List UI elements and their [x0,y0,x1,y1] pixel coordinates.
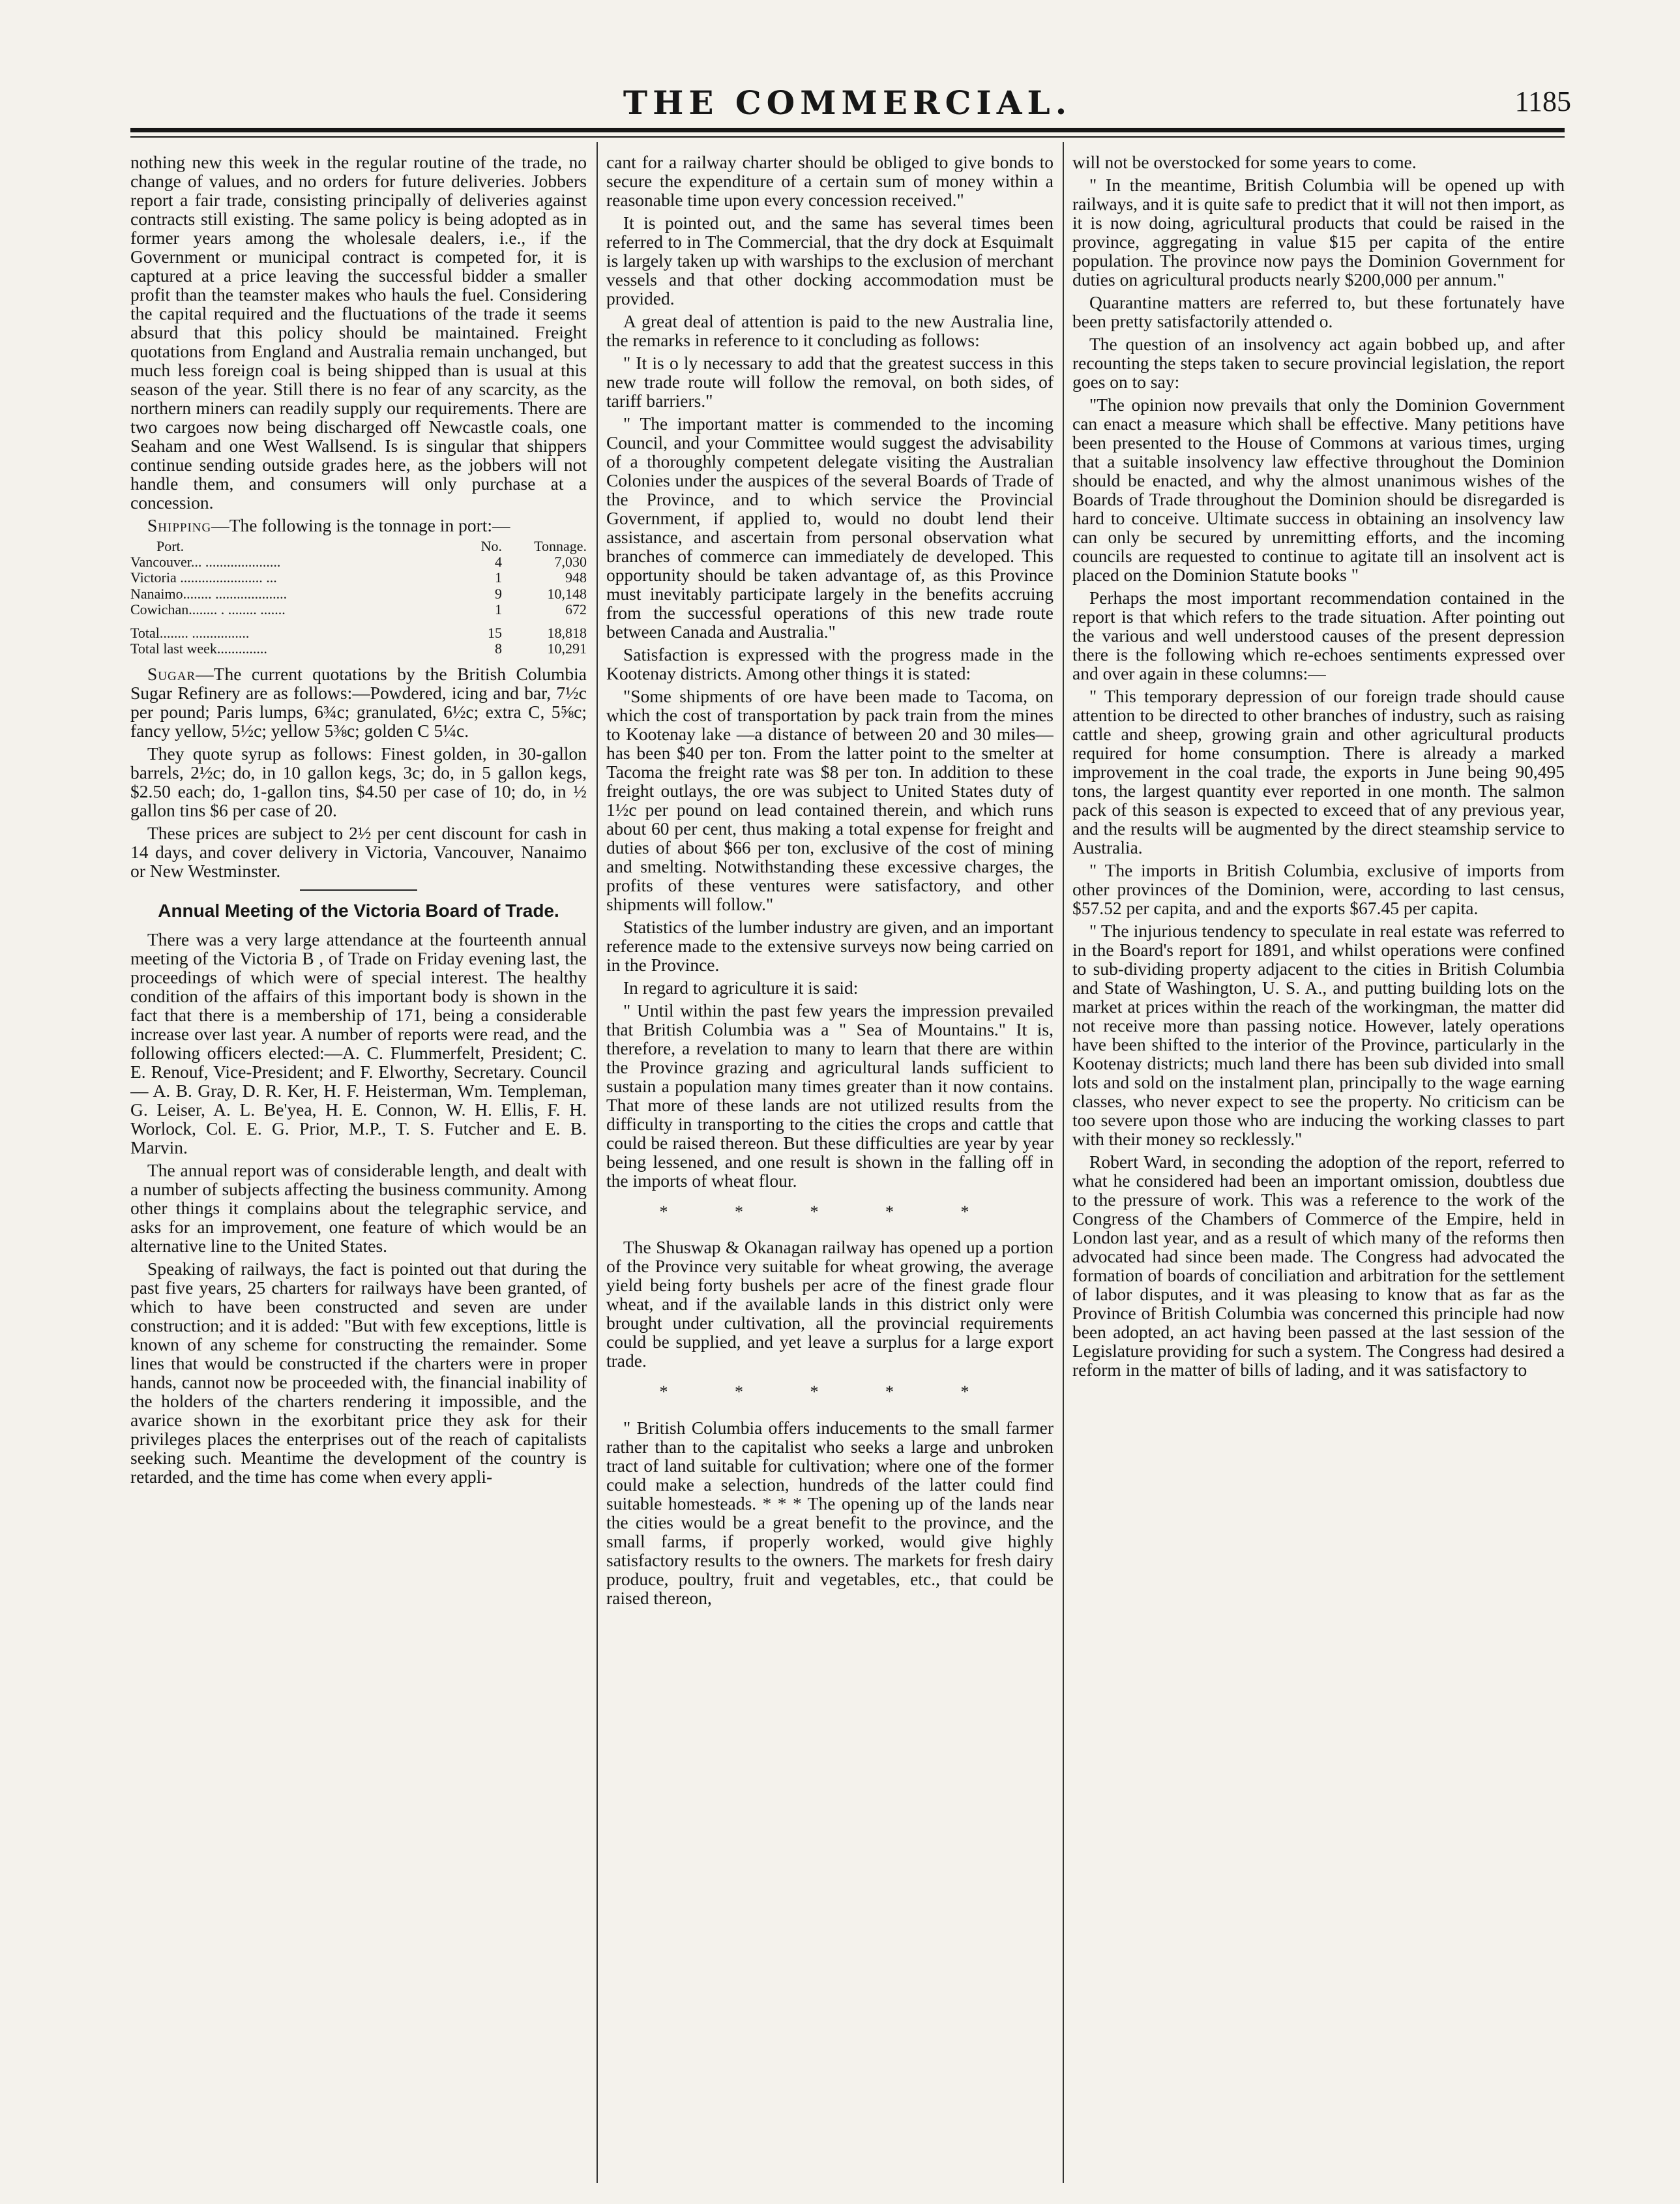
paragraph: " The imports in British Columbia, exclusive of imports from other provinces of the Dominion, were, according to last census, $57.52 per capita, and and the exports $67.45 per capita. [1072,860,1565,918]
paragraph: " The injurious tendency to speculate in real estate was referred to in the Board's report for 1891, and whilst operations were confined to sub-dividing property adjacent to the cities in British Columbia and State of Washington, U. S. A., and putting building lots on the market at prices within the reach of the workingman, the matter did not receive more than passing notice. However, lately operations have been shifted to the interior of the Province, particularly in the Kootenay districts; much land there has been sub divided into small lots and sold on the instalment plan, principally to the wage earning classes, who never expect to see the property. No criticism can be too severe upon those who are inducing the working classes to part with their money so recklessly." [1072,921,1565,1149]
paragraph-text: —The current quotations by the British Columbia Sugar Refinery are as follows:—Powdered, icing and bar, 7½c per pound; Paris lumps, 6¾c; granulated, 6½c; extra C, 5⅝c; fancy yellow, 5½c; yellow 5⅜c; golden C 5¼c. [130,664,587,741]
paragraph: cant for a railway charter should be obliged to give bonds to secure the expenditure of a certain sum of money within a reasonable time upon every concession received." [606,153,1054,210]
table-cell: 10,291 [547,640,587,657]
paragraph: " The important matter is commended to the incoming Council, and your Committee would suggest the advisability of a thoroughly competent delegate visiting the Australian Colonies under the auspices of the several Boards of Trade of the Province, and to which service the Provincial Government, if applied to, would no doubt lend their assistance, and ascertain from personal observation what branches of commerce can immediately de developed. This opportunity should be taken advantage of, as this Province must inevitably participate largely in the benefits accruing from the successful operations of this new trade route between Canada and Australia." [606,413,1054,642]
table-header: Port. [156,538,184,554]
paragraph [130,664,587,740]
column-3 [1072,153,1565,2187]
table-cell: 10,148 [547,585,587,602]
table-cell: 18,818 [547,624,587,641]
paragraph: These prices are subject to 2½ per cent discount for cash in 14 days, and cover delivery in Victoria, Vancouver, Nanaimo or New Westminster. [130,823,587,882]
paragraph [130,516,587,535]
paragraph: Quarantine matters are referred to, but these fortunately have been pretty satisfactorily attended o. [1072,292,1565,331]
table-cell: Victoria ....................... ... [130,569,277,586]
paragraph: " It is o ly necessary to add that the greatest success in this new trade route will follow the removal, on both sides, of tariff barriers." [606,353,1054,411]
shipping-table [130,539,587,657]
run-in-heading: Shipping [147,515,212,535]
section-separator: * * * * * [659,1202,1001,1221]
table-cell: 9 [495,585,502,602]
column-divider [1063,142,1064,2183]
table-header: No. [480,538,502,554]
header-rule-thin [130,136,1565,138]
table-cell: 7,030 [554,554,587,571]
column-2 [606,153,1054,2187]
paragraph: The Shuswap & Okanagan railway has opened up a portion of the Province very suitable for wheat growing, the average yield being forty bushels per acre of the finest grade flour wheat, and if the available lands in this district only were brought under cultivation, all the provincial requirements could be supplied, and yet leave a surplus for a large export trade. [606,1237,1054,1371]
paragraph: The question of an insolvency act again bobbed up, and after recounting the steps taken to secure provincial legislation, the report goes on to say: [1072,334,1565,392]
table-cell: 4 [495,554,502,571]
paragraph: It is pointed out, and the same has several times been referred to in The Commercial, that the dry dock at Esquimalt is largely taken up with warships to the exclusion of merchant vessels and that other docking accommodation must be provided. [606,213,1054,308]
paragraph: will not be overstocked for some years to come. [1072,153,1417,172]
table-row [130,586,587,602]
table-cell: Vancouver... ..................... [130,554,281,571]
table-row [130,602,587,618]
paragraph: Speaking of railways, the fact is pointed out that during the past five years, 25 charters for railways have been granted, of which to have been constructed and seven are under construction; and it is added: "But with few exceptions, little is known of any scheme for constructing the remainder. Some lines that would be constructed if the charters were in proper hands, cannot now be proceeded with, the financial inability of the holders of the charters rendering it impossible, and the avarice shown in the exorbitant price they ask for their privileges places the enterprises out of the reach of capitalists seeking such. Meantime the development of the country is retarded, and the time has come when every appli- [130,1258,587,1487]
paragraph: Satisfaction is expressed with the progress made in the Kootenay districts. Among other things it is stated: [606,644,1054,683]
paragraph: Robert Ward, in seconding the adoption of the report, referred to what he considered had been an important omission, doubtless due to the pressure of work. This was a reference to the work of the Congress of the Chambers of Commerce of the Empire, held in London last year, and as a result of which many of the reforms then advocated had since been made. The Congress had advocated the formation of boards of conciliation and arbitration for the settlement of labor disputes, and it was pleasing to know that as far as the Province of British Columbia was concerned this principle had now been adopted, an act having been passed at the last session of the Legislature providing for such a system. The Congress had desired a reform in the matter of bills of lading, and it was satisfactory to [1072,1152,1565,1380]
paragraph: A great deal of attention is paid to the new Australia line, the remarks in reference to it concluding as follows: [606,311,1054,350]
table-row [130,554,587,570]
paragraph: There was a very large attendance at the fourteenth annual meeting of the Victoria B , of Trade on Friday evening last, the proceedings of which were of special interest. The healthy condition of the affairs of this important body is shown in the fact that there is a membership of 171, being a considerable increase over last year. A number of reports were read, and the following officers elected:—A. C. Flummerfelt, President; C. E. Renouf, Vice-President; and F. Elworthy, Secretary. Council — A. B. Gray, D. R. Ker, H. F. Heisterman, Wm. Templeman, G. Leiser, A. L. Be'yea, H. E. Connon, W. H. Ellis, F. H. Worlock, Col. E. G. Prior, M.P., T. S. Futcher and E. B. Marvin. [130,929,587,1157]
paragraph: " In the meantime, British Columbia will be opened up with railways, and it is quite safe to predict that it will not then import, as it is now doing, agricultural products that could be raised in the province, aggregating in value $15 per capita of the entire population. The province now pays the Dominion Government for duties on agricultural products nearly $200,000 per annum." [1072,175,1565,290]
paragraph: "The opinion now prevails that only the Dominion Government can enact a measure which shall be effective. Many petitions have been presented to the House of Commons at various times, urging that a suitable insolvency law effective throughout the Dominion should be enacted, and why the almost unanimous wishes of the Boards of Trade throughout the Dominion should be disregarded is hard to conceive. Ultimate success in obtaining an insolvency law can only be secured by unremitting efforts, and the incoming councils are requested to continue to agitate till an insolvent act is placed on the Dominion Statute books " [1072,395,1565,585]
table-cell: 15 [488,624,502,641]
table-cell: 1 [495,569,502,586]
run-in-heading: Sugar [147,664,196,685]
article-heading: Annual Meeting of the Victoria Board of Trade. [158,901,559,921]
paragraph: "Some shipments of ore have been made to Tacoma, on which the cost of transportation by pack train from the mines to Kootenay lake —a distance of between 20 and 30 miles—has been $40 per ton. From the latter point to the smelter at Tacoma the freight rate was $8 per ton. In addition to these freight outlays, the ore was subject to United States duty of 1½c per pound on lead contained therein, and which runs about 60 per cent, thus making a total expense for freight and duties of about $66 per ton, exclusive of the cost of mining and smelting. Notwithstanding these excessive charges, the profits of these ventures were satisfactory, and other shipments will follow." [606,686,1054,914]
masthead [124,83,1571,127]
paragraph: Perhaps the most important recommendation contained in the report is that which refers to the trade situation. After pointing out the various and well understood causes of the present depression there is the following which re-echoes sentiments expressed over and over again in these columns:— [1072,588,1565,683]
paragraph: nothing new this week in the regular routine of the trade, no change of values, and no orders for future deliveries. Jobbers report a fair trade, consisting principally of deliveries against contracts still existing. The same policy is being adopted as in former years among the wholesale dealers, i.e., if the Government or municipal contract is competed for, it is captured at a price leaving the successful bidder a smaller profit than the teamster makes who hauls the fuel. Considering the capital required and the fluctuations of the trade it seems absurd that this policy should be maintained. Freight quotations from England and Australia remain unchanged, but much less foreign coal is being shipped than is usual at this season of the year. Still there is no fear of any scarcity, as the northern miners can readily supply our requirements. There are two cargoes now being discharged off Newcastle coals, one Seaham and one West Wallsend. Is is singular that shippers continue sending outside grades here, as the jobbers will not handle them, and consumers will only purchase at a concession. [130,153,587,513]
table-header-row [130,539,587,554]
page-number: 1185 [1514,85,1571,117]
paragraph: " Until within the past few years the impression prevailed that British Columbia was a " Sea of Mountains." It is, therefore, a revelation to many to learn that there are within the Province grazing and agricultural lands sufficient to sustain a population many times greater than it now contains. That more of these lands are not utilized results from the difficulty in transporting to the cities the crops and cattle that could be raised thereon. But these difficulties are year by year being lessened, and one result is shown in the falling off in the imports of wheat flour. [606,1000,1054,1191]
paragraph: They quote syrup as follows: Finest golden, in 30-gallon barrels, 2½c; do, in 10 gallon kegs, 3c; do, in 5 gallon kegs, $2.50 each; do, 1-gallon tins, $4.50 per case of 10; do, in ½ gallon tins $6 per case of 20. [130,743,587,821]
column-divider [597,142,598,2183]
section-separator: * * * * * [659,1382,1001,1402]
table-cell: Total last week.............. [130,640,267,657]
table-header: Tonnage. [534,538,587,554]
paragraph: In regard to agriculture it is said: [623,977,859,998]
table-cell: 948 [565,569,587,586]
header-rule-thick [130,128,1565,132]
table-row [130,570,587,586]
section-divider [300,889,417,891]
table-cell: 8 [495,640,502,657]
table-cell: 1 [495,601,502,618]
paragraph: Statistics of the lumber industry are given, and an important reference made to the extensive surveys now being carried on in the Province. [606,917,1054,975]
paragraph: " British Columbia offers inducements to the small farmer rather than to the capitalist who seeks a large and unbroken tract of land suitable for cultivation; where one of the former could make a selection, hundreds of the latter could find suitable homesteads. * * * The opening up of the lands near the cities would be a great benefit to the province, and the small farms, if properly worked, would give highly satisfactory results to the owners. The markets for fresh dairy produce, poultry, fruit and vegetables, etc., that could be raised thereon, [606,1417,1054,1608]
table-cell: 672 [565,601,587,618]
table-total-row [130,641,587,657]
table-total-row [130,618,587,641]
paragraph: The annual report was of considerable length, and dealt with a number of subjects affecting the business community. Among other things it complains about the telegraphic service, and asks for an improvement, one feature of which would be an alternative line to the United States. [130,1159,587,1256]
paragraph-text: —The following is the tonnage in port:— [211,515,510,535]
newspaper-title: THE COMMERCIAL. [623,83,1072,122]
table-cell: Cowichan........ . ........ ....... [130,601,286,618]
paragraph: " This temporary depression of our foreign trade should cause attention to be directed to other branches of industry, such as raising cattle and sheep, growing grain and other agricultural products required for home consumption. There is already a marked improvement in the coal trade, the exports in June being 90,495 tons, the largest quantity ever reported in one month. The salmon pack of this season is expected to exceed that of any previous year, and the results will be augmented by the direct steamship service to Australia. [1072,686,1565,857]
table-cell: Total........ ................ [130,624,250,641]
table-cell: Nanaimo........ .................... [130,585,287,602]
column-1 [130,153,587,2187]
